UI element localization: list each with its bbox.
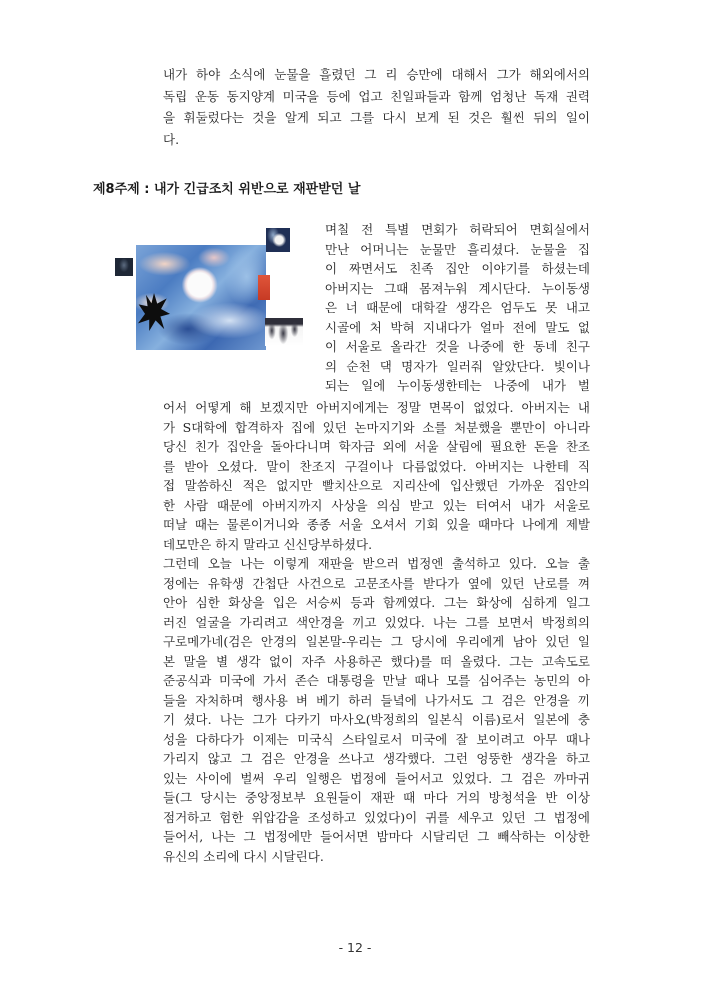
text-line: 그런데 오늘 나는 이렇게 재판을 받으러 법정엔 출석하고 있다. 오늘 출 — [163, 556, 590, 571]
text-line: 당신 친가 집안을 돌아다니며 학자금 외에 서울 살림에 필요한 돈을 찬조 — [163, 439, 590, 454]
text-line: 성을 다하다가 이제는 미국식 스타일로서 미국에 잘 보이려고 아무 때나 — [163, 731, 590, 747]
text-line: 구로메가네(검은 안경의 일본말-우리는 그 당시에 우리에게 남아 있던 일 — [163, 634, 590, 649]
text-line: 이 짜면서도 친족 집안 이야기를 하셨는데 — [325, 261, 590, 276]
text-line: 유신의 소리에 다시 시달린다. — [163, 848, 324, 864]
page-number: - 12 - — [338, 940, 372, 955]
section-heading: 제8주제 : 내가 긴급조치 위반으로 재판받던 날 — [93, 182, 361, 197]
text-line: 안아 심한 화상을 입은 서승씨 등과 함께였다. 그는 화상에 심하게 일그 — [163, 595, 590, 610]
text-line: 이 서울로 올라간 것을 나중에 한 동네 친구 — [325, 339, 590, 354]
text-line: 를 받아 오셨다. 말이 찬조지 구걸이나 다름없었다. 아버지는 나한테 직 — [163, 458, 590, 474]
text-line: 내가 하야 소식에 눈물을 흘렸던 그 리 승만에 대해서 그가 해외에서의 — [163, 67, 590, 82]
text-line: 떠날 때는 물론이거니와 종종 서울 오셔서 기회 있을 때마다 나에게 제발 — [163, 517, 590, 532]
text-line: 러진 얼굴을 가리려고 색안경을 끼고 있었다. 나는 그를 보면서 박정희의 — [163, 614, 590, 630]
text-line: 정에는 유학생 간첩단 사건으로 고문조사를 받다가 옆에 있던 난로를 껴 — [163, 575, 590, 591]
text-line: 며칠 전 특별 면회가 허락되어 면회실에서 — [325, 222, 590, 237]
text-line: 만난 어머니는 눈물만 흘리셨다. 눈물을 집 — [325, 241, 590, 257]
text-line: 한 사람 때문에 아버지까지 사상을 의심 받고 있는 터여서 내가 서울로 — [163, 497, 590, 513]
text-line: 다. — [163, 131, 180, 147]
collage-illustration — [110, 225, 305, 350]
text-line: 가 S대학에 합격하자 집에 있던 논마지기와 소를 처분했을 뿐만이 아니라 — [163, 419, 590, 435]
drip-thumbnail — [265, 318, 303, 346]
text-line: 시골에 처 박혀 지내다가 얼마 전에 말도 없 — [325, 319, 590, 335]
text-line: 아버지는 그때 몸져누워 계시단다. 누이동생 — [325, 280, 590, 296]
text-line: 을 휘둘렀다는 것을 알게 되고 그를 다시 보게 된 것은 훨씬 뒤의 일이 — [163, 110, 590, 125]
text-line: 의 순천 댁 명자가 일러줘 알았단다. 빛이나 — [325, 358, 590, 374]
text-line: 가리지 않고 그 검은 안경을 쓰나고 생각했다. 그런 엉뚱한 생각을 하고 — [163, 751, 590, 766]
body-paragraph — [163, 398, 590, 866]
side-paragraph — [325, 220, 590, 396]
text-line: 본 말을 별 생각 없이 자주 사용하곤 했다)를 떠 올렸다. 그는 고속도로 — [163, 653, 590, 669]
text-line: 들을 자처하며 행사용 벼 베기 하러 들녘에 나가서도 그 검은 안경을 끼 — [163, 692, 590, 708]
text-line: 데모만은 하지 말라고 신신당부하셨다. — [163, 536, 373, 552]
text-line: 있는 사이에 벌써 우리 일행은 법정에 들어서고 있었다. 그 검은 까마귀 — [163, 770, 590, 786]
text-line: 점거하고 험한 위압감을 조성하고 있었다)이 귀를 세우고 있던 그 법정에 — [163, 809, 590, 825]
text-line: 들(그 당시는 중앙정보부 요원들이 재판 때 마다 거의 방청석을 반 이상 — [163, 790, 590, 805]
dark-portrait-thumbnail — [115, 258, 133, 276]
swirl-thumbnail — [266, 228, 290, 252]
intro-paragraph — [163, 64, 590, 150]
text-line: 기 셨다. 나는 그가 다카기 마사오(박정희의 일본식 이름)로서 일본에 충 — [163, 712, 590, 727]
red-patch-image — [258, 275, 270, 300]
marbled-painting-image — [136, 245, 266, 350]
text-line: 독립 운동 동지양계 미국을 등에 업고 친일파들과 함께 엄청난 독재 권력 — [163, 88, 590, 104]
text-line: 은 너 때문에 대학갈 생각은 엄두도 못 내고 — [325, 300, 590, 315]
text-line: 들어서, 나는 그 법정에만 들어서면 밤마다 시달리던 그 빼삭하는 이상한 — [163, 829, 590, 844]
text-line: 어서 어떻게 해 보겠지만 아버지에게는 정말 면목이 없었다. 아버지는 내 — [163, 400, 590, 415]
text-line: 접 말씀하신 적은 없지만 빨치산으로 지리산에 입산했던 가까운 집안의 — [163, 478, 590, 493]
text-line: 준공식과 미국에 가서 존슨 대통령을 만날 때나 모를 심어주는 농민의 아 — [163, 673, 590, 688]
text-line: 되는 일에 누이동생한테는 나중에 내가 벌 — [325, 378, 590, 393]
